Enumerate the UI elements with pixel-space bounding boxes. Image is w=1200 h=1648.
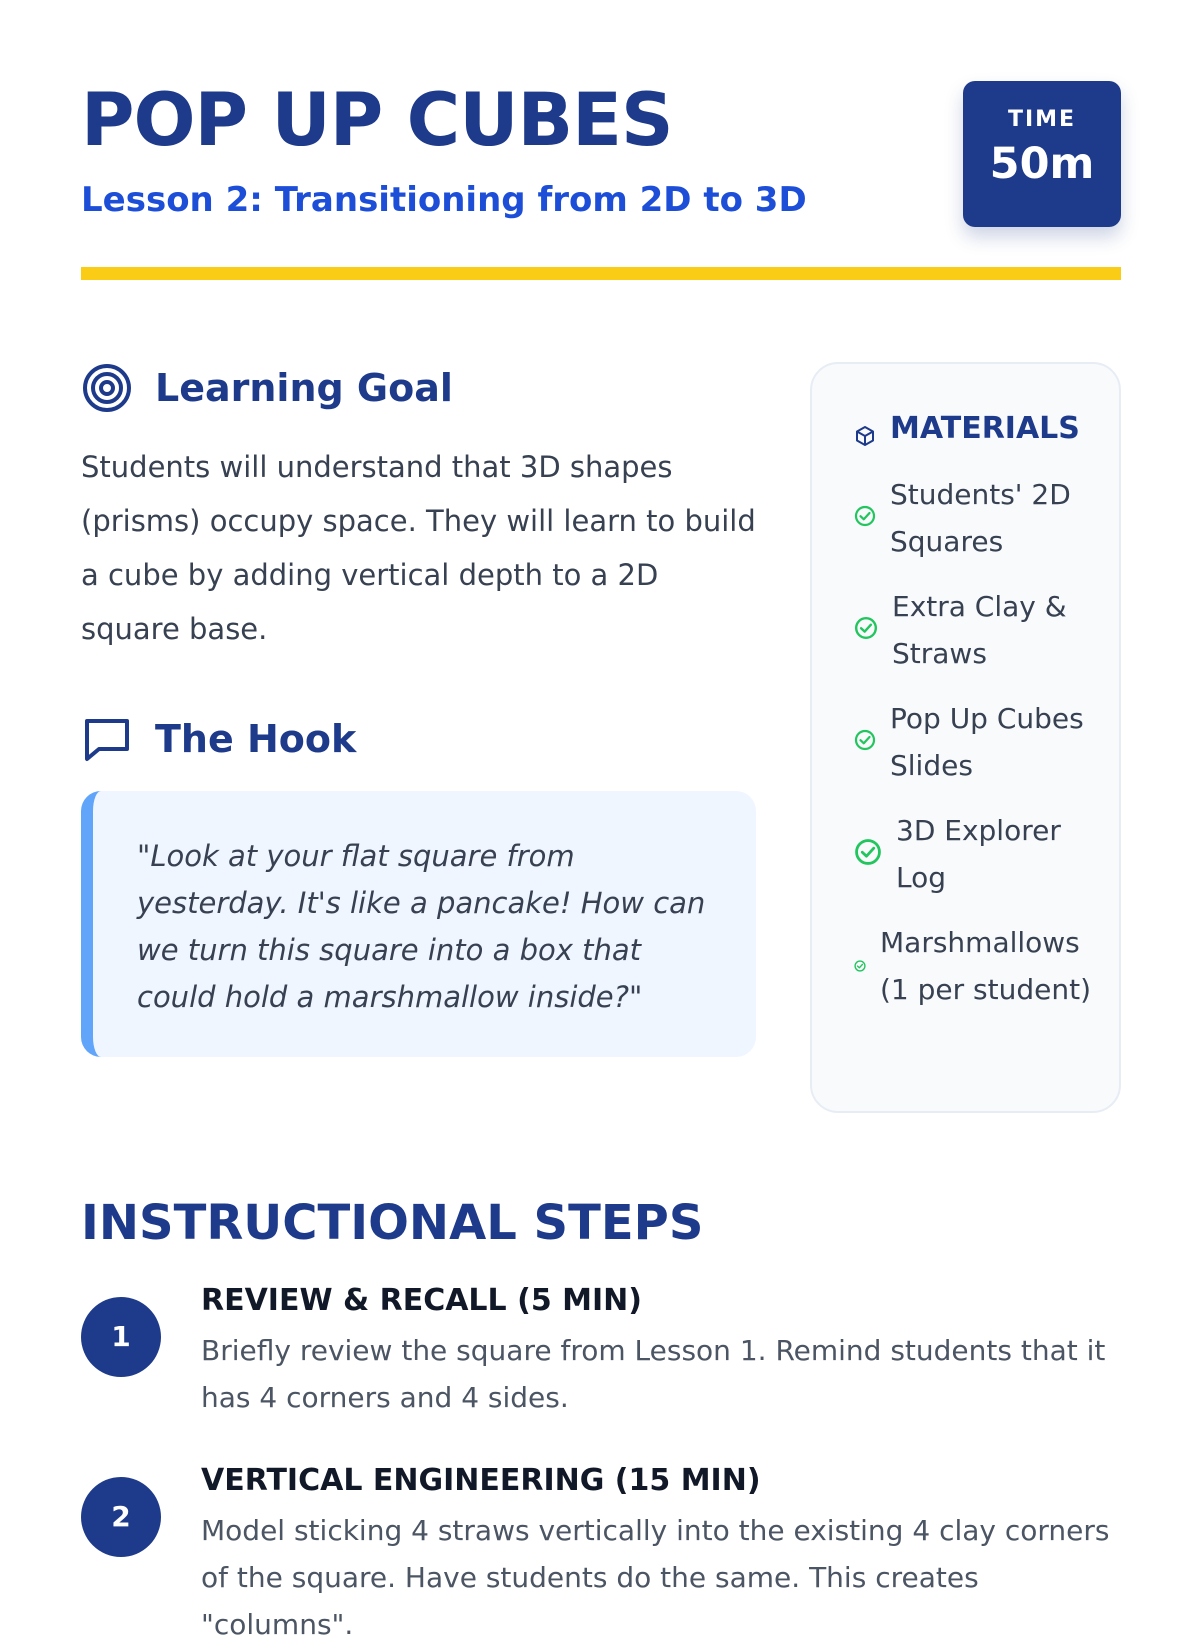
speech-bubble-icon [81, 713, 133, 765]
step-title: VERTICAL ENGINEERING (15 MIN) [201, 1463, 761, 1498]
materials-item [854, 583, 1099, 677]
step-number-badge: 1 [81, 1297, 161, 1377]
materials-card [810, 362, 1121, 1113]
step-description: Briefly review the square from Lesson 1. Remind students that it has 4 corners and 4 sides. [201, 1334, 1106, 1414]
materials-item [854, 919, 1099, 1013]
check-circle-icon [854, 957, 866, 976]
step-number-badge: 2 [81, 1477, 161, 1557]
step-title: REVIEW & RECALL (5 MIN) [201, 1283, 642, 1318]
hook-header [81, 713, 356, 765]
lesson-subtitle: Lesson 2: Transitioning from 2D to 3D [81, 180, 807, 220]
step-body [201, 1459, 1121, 1648]
check-circle-icon [854, 838, 882, 870]
step-body [201, 1279, 1121, 1421]
learning-goal-header [81, 362, 453, 414]
materials-header [854, 409, 1099, 449]
learning-goal-text: Students will understand that 3D shapes (prisms) occupy space. They will learn to build a cube by adding vertical depth to a 2D square base. [81, 450, 756, 646]
materials-item-label: Pop Up Cubes Slides [890, 702, 1084, 782]
materials-item-label: Marshmallows (1 per student) [880, 926, 1092, 1006]
time-value: 50m [989, 139, 1095, 189]
check-circle-icon [854, 616, 878, 644]
header-divider [81, 267, 1121, 280]
time-label: TIME [1007, 107, 1077, 132]
time-badge [963, 81, 1121, 227]
hook-heading: The Hook [155, 717, 357, 761]
hook-quote-box [81, 791, 756, 1057]
materials-item [854, 695, 1099, 789]
cube-icon [854, 418, 876, 440]
materials-list [854, 471, 1099, 1013]
hook-quote-text: "Look at your flat square from yesterday. It's like a pancake! How can we turn this square into a box that could hold a marshmallow inside?" [137, 839, 706, 1014]
check-circle-icon [854, 505, 876, 531]
materials-item-label: 3D Explorer Log [896, 814, 1061, 894]
learning-goal-heading: Learning Goal [155, 366, 453, 410]
materials-item [854, 807, 1099, 901]
page-title: POP UP CUBES [81, 78, 673, 163]
instructional-steps-heading: INSTRUCTIONAL STEPS [81, 1195, 704, 1251]
check-circle-icon [854, 729, 876, 755]
materials-item-label: Extra Clay & Straws [892, 590, 1067, 670]
step-description: Model sticking 4 straws vertically into the existing 4 clay corners of the square. Have students do the same. This creates "columns". [201, 1514, 1110, 1641]
target-icon [81, 362, 133, 414]
materials-heading: MATERIALS [890, 411, 1080, 446]
lesson-plan-page [81, 0, 1121, 1641]
materials-item-label: Students' 2D Squares [890, 478, 1071, 558]
materials-item [854, 471, 1099, 565]
